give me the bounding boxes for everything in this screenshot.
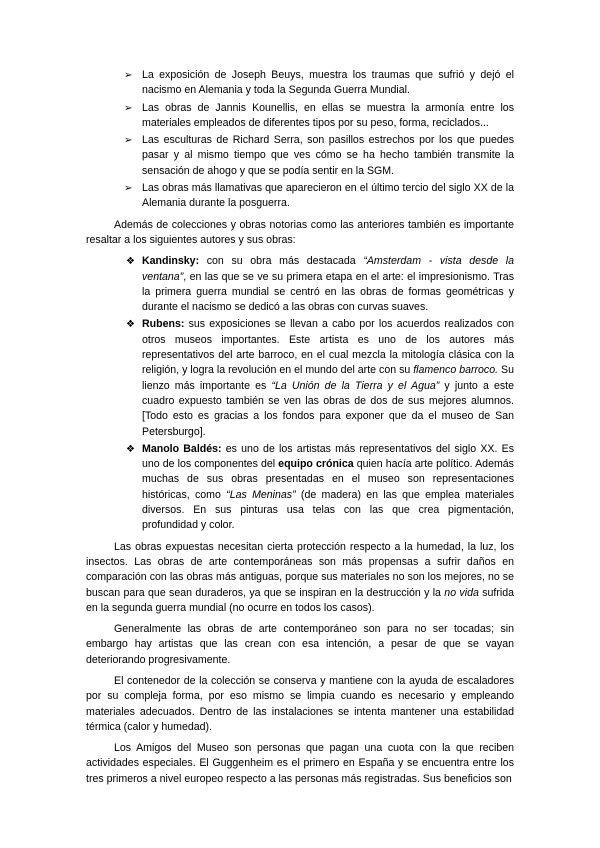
list-item-text: Las obras de Jannis Kounellis, en ellas se muestra la armonía entre los materiales empleados de diferentes tipos por su peso, forma, reciclados... [142, 101, 514, 129]
artist-text: es uno de los artistas más representativos del siglo XX. Es uno de los componentes del [142, 442, 514, 471]
artist-list [86, 254, 514, 533]
arrow-bullet-icon: ➢ [124, 135, 133, 147]
list-item [86, 68, 514, 99]
list-item-text: Las esculturas de Richard Serra, son pasillos estrechos por los que puedes pasar y al mismo tiempo que ves cómo se ha hecho también transmite la sensación de ahogo y que se podía sentir en la SGM. [142, 134, 514, 177]
diamond-bullet-icon: ❖ [126, 443, 135, 455]
conservation-paragraph [86, 540, 514, 616]
artist-item-kandinsky [86, 254, 514, 315]
friends-of-museum-paragraph: Los Amigos del Museo son personas que pagan una cuota con la que reciben actividades especiales. El Guggenheim es el primero en España y se encuentra entre los tres primeros a nivel europeo respecto a las personas más registradas. Sus beneficios son [86, 742, 514, 785]
paragraph-text: Las obras expuestas necesitan cierta protección respecto a la humedad, la luz, los insectos. Las obras de arte contemporáneas son más propensas a sufrir daños en comparación con las obras más antiguas, porque sus materiales no son los mejores, no se buscan para que sean duraderos, ya que se inspiran en la destrucción y la [86, 540, 514, 599]
maintenance-paragraph: El contenedor de la colección se conserva y mantiene con la ayuda de escaladores por su compleja forma, por eso mismo se limpia cuando es necesario y empleando materiales adecuados. Dentro de las instalaciones se intenta mantener una estabilidad térmica (calor y humedad). [86, 674, 514, 733]
artist-text: Su lienzo más importante es [142, 364, 514, 392]
diamond-bullet-icon: ❖ [126, 319, 135, 331]
artist-text: y junto a este cuadro expuesto también se ven las obras de dos de sus mejores alumnos. [Todo esto es gracias a los fondos para exponer que da el museo de San Petersburgo]. [142, 379, 514, 438]
artist-text: sus exposiciones se llevan a cabo por los acuerdos realizados con otros museos importantes. Este artista es uno de los autores más representativos del arte barroco, en el cual mezcla la mitología clásica con la religión, y logra la revolución en el mundo del arte con su [142, 318, 514, 377]
paragraph-text: sufrida en la segunda guerra mundial (no ocurre en todos los casos). [86, 586, 514, 614]
list-item-text: La exposición de Joseph Beuys, muestra los traumas que sufrió y dejó el nacismo en Alemania y toda la Segunda Guerra Mundial. [142, 69, 514, 97]
emphasis-text: no vida [444, 586, 479, 599]
artist-item-rubens [86, 317, 514, 439]
artist-name: Rubens: [142, 318, 185, 331]
document-body [86, 68, 514, 793]
intro-paragraph: Además de colecciones y obras notorias como las anteriores también es importante resaltar a los siguientes autores y sus obras: [86, 218, 514, 246]
group-name: equipo crónica [278, 458, 354, 471]
arrow-bullet-icon: ➢ [124, 183, 133, 195]
arrow-bullet-icon: ➢ [124, 102, 133, 114]
list-item [86, 181, 514, 212]
artist-name: Manolo Baldés: [142, 442, 222, 455]
list-item [86, 101, 514, 132]
artist-item-manolo-baldes [86, 442, 514, 534]
artwork-title: “Las Meninas” [226, 488, 296, 501]
artist-text: (de madera) en las que emplea materiales diversos. En sus pinturas usa telas con las que crea pigmentación, profundidad y color. [142, 488, 514, 532]
artist-name: Kandinsky: [142, 255, 200, 268]
artwork-title: “Amsterdam - vista desde la ventana” [142, 255, 514, 283]
list-item-text: Las obras más llamativas que aparecieron en el último tercio del siglo XX de la Alemania durante la posguerra. [142, 182, 514, 210]
artist-text: quien hacía arte político. Además muchas de sus obras presentadas en el museo son representaciones históricas, como [142, 458, 514, 501]
artwork-title: “La Unión de la Tierra y el Agua” [271, 379, 440, 392]
diamond-bullet-icon: ❖ [126, 256, 135, 268]
artwork-title: flamenco barroco. [413, 364, 499, 377]
arrow-bullet-icon: ➢ [124, 70, 133, 81]
untouchable-works-paragraph: Generalmente las obras de arte contemporáneo son para no ser tocadas; sin embargo hay artistas que las crean con esa intención, a pesar de que se vayan deteriorando progresivamente. [86, 623, 514, 666]
exhibit-bullet-list [86, 68, 514, 212]
list-item [86, 133, 514, 179]
artist-text: , en las que se ve su primera etapa en el arte: el impresionismo. Tras la primera guerra mundial se centró en las obras de formas geométricas y durante el nacismo se dedicó a las obras con curvas suaves. [142, 270, 514, 314]
artist-text: con su obra más destacada [199, 255, 364, 268]
